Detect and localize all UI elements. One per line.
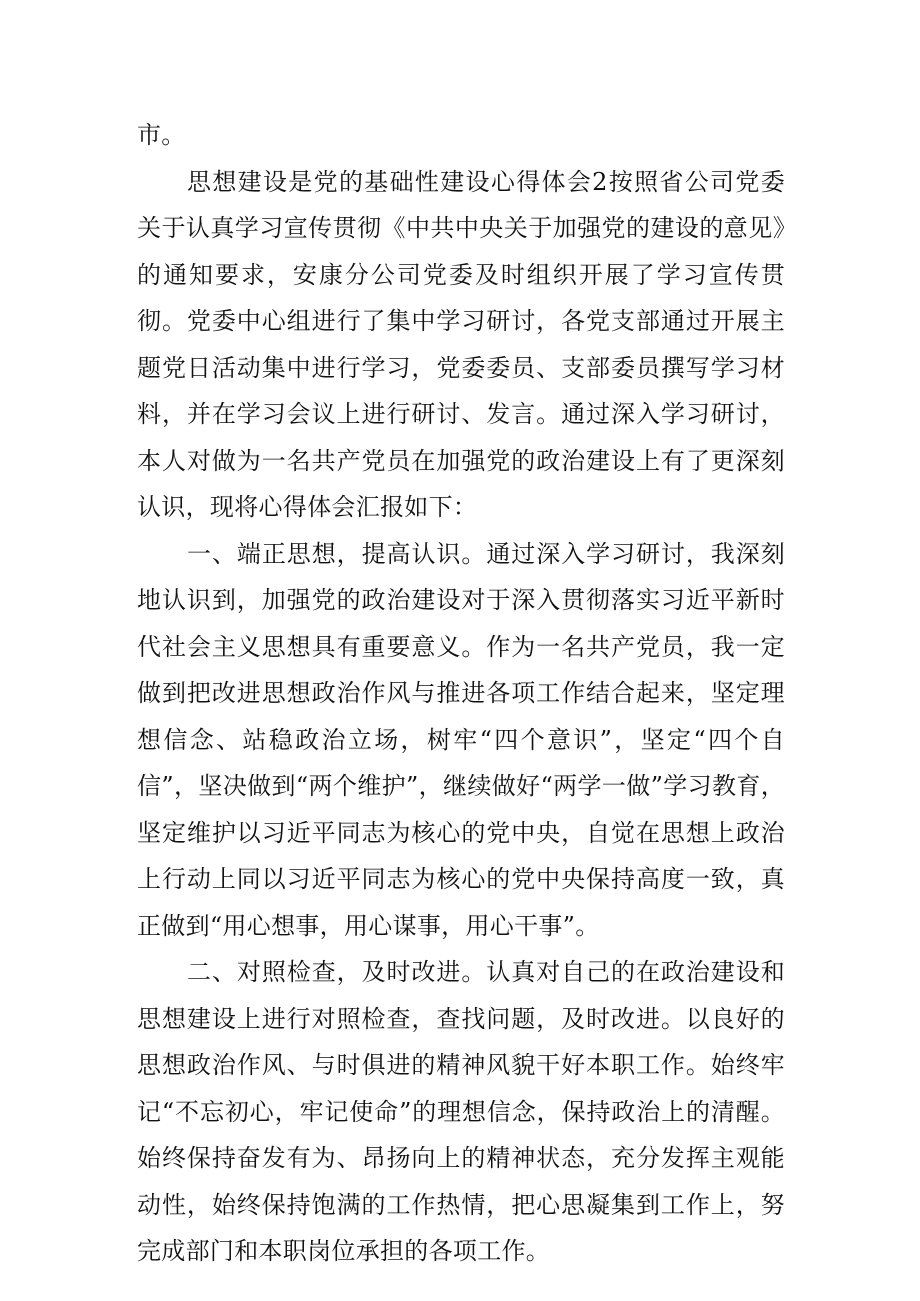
paragraph-section-two: 二、对照检查，及时改进。认真对自己的在政治建设和思想建设上进行对照检查，查找问题，及时改进。以良好的思想政治作风、与时俱进的精神风貌干好本职工作。始终牢记“不忘初心，牢记使命”的理想信念，保持政治上的清醒。始终保持奋发有为、昂扬向上的精神状态，充分发挥主观能动性，始终保持饱满的工作热情，把心思凝集到工作上，努完成部门和本职岗位承担的各项工作。 — [137, 958, 785, 1265]
paragraph-continuation: 市。 — [137, 121, 186, 149]
document-body — [137, 112, 785, 1275]
paragraph-intro: 思想建设是党的基础性建设心得体会2按照省公司党委关于认真学习宣传贯彻《中共中央关于加强党的建设的意见》的通知要求，安康分公司党委及时组织开展了学习宣传贯彻。党委中心组进行了集中学习研讨，各党支部通过开展主题党日活动集中进行学习，党委委员、支部委员撰写学习材料，并在学习会议上进行研讨、发言。通过深入学习研讨，本人对做为一名共产党员在加强党的政治建设上有了更深刻认识，现将心得体会汇报如下： — [137, 167, 785, 521]
paragraph-section-one: 一、端正思想，提高认识。通过深入学习研讨，我深刻地认识到，加强党的政治建设对于深入贯彻落实习近平新时代社会主义思想具有重要意义。作为一名共产党员，我一定做到把改进思想政治作风与推进各项工作结合起来，坚定理想信念、站稳政治立场，树牢“四个意识”，坚定“四个自信”，坚决做到“两个维护”，继续做好“两学一做”学习教育，坚定维护以习近平同志为核心的党中央，自觉在思想上政治上行动上同以习近平同志为核心的党中央保持高度一致，真正做到“用心想事，用心谋事，用心干事”。 — [137, 539, 785, 940]
